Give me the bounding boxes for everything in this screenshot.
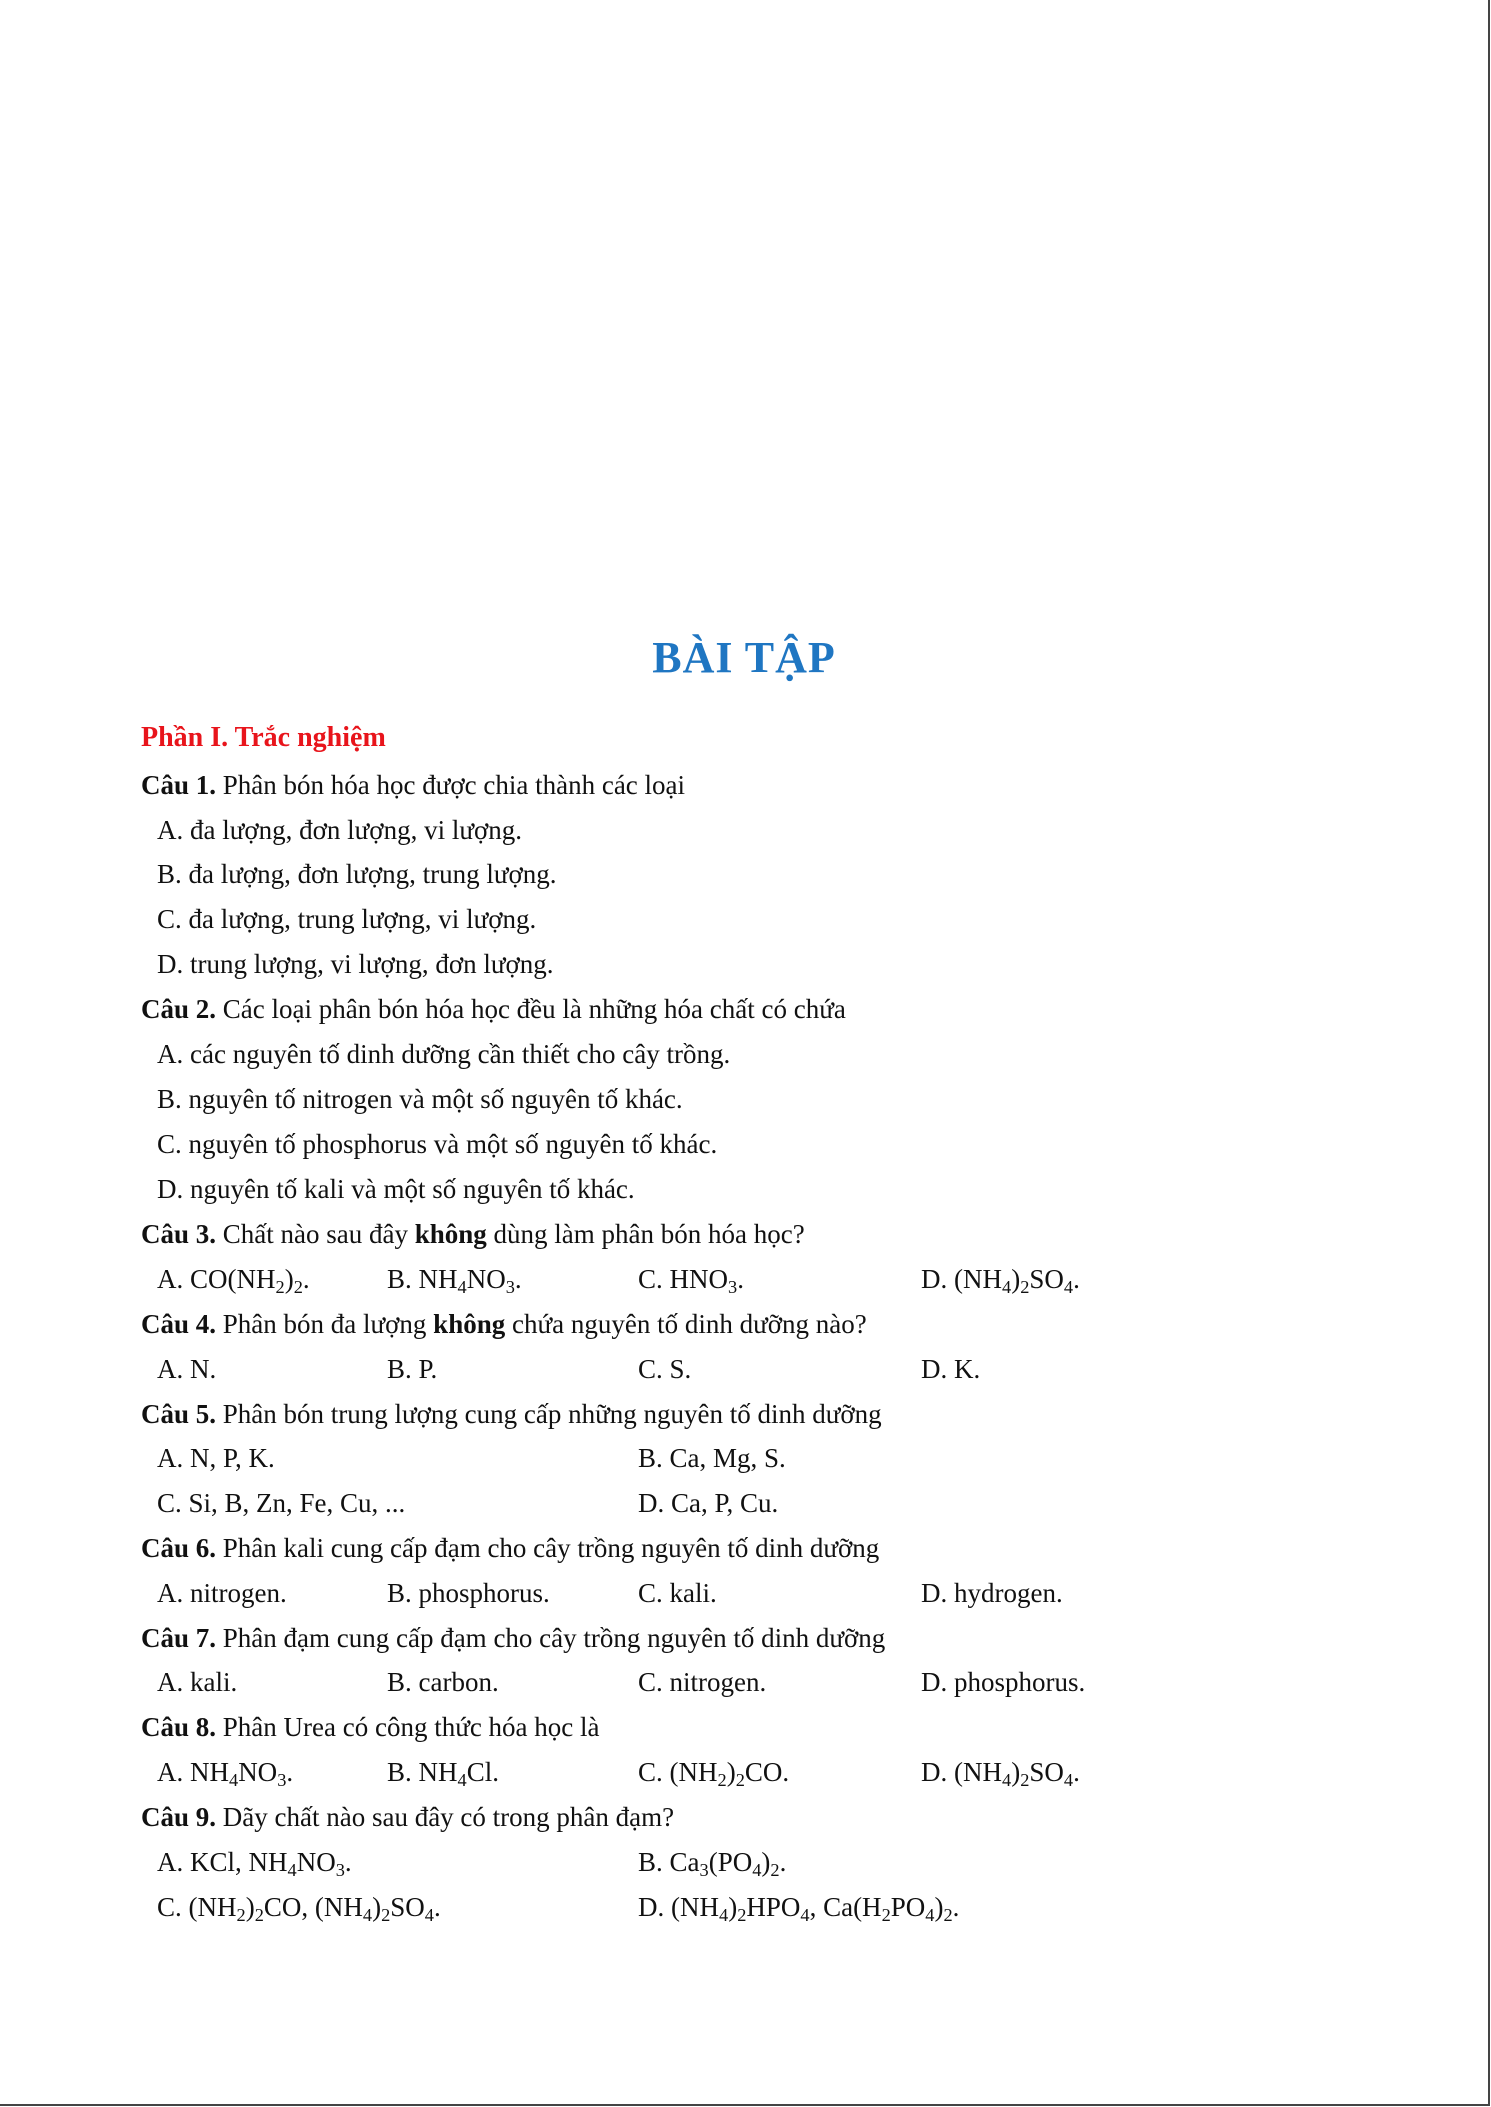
question-2-option-a[interactable]: A. các nguyên tố dinh dưỡng cần thiết cho cây trồng.	[157, 1039, 731, 1069]
question-text-after: dùng làm phân bón hóa học?	[493, 1219, 805, 1249]
question-text: Phân bón trung lượng cung cấp những nguyên tố dinh dưỡng	[222, 1399, 882, 1429]
section-heading: Phần I. Trắc nghiệm	[141, 722, 386, 753]
question-2-option-b[interactable]: B. nguyên tố nitrogen và một số nguyên tố khác.	[157, 1084, 683, 1114]
question-label: Câu 9.	[141, 1802, 217, 1832]
question-7-option-a[interactable]: A. kali.	[157, 1667, 238, 1697]
question-4-option-d[interactable]: D. K.	[921, 1354, 981, 1384]
question-6-option-a[interactable]: A. nitrogen.	[157, 1578, 287, 1608]
question-1-option-b[interactable]: B. đa lượng, đơn lượng, trung lượng.	[157, 859, 557, 889]
question-text: Phân kali cung cấp đạm cho cây trồng nguyên tố dinh dưỡng	[222, 1533, 880, 1563]
question-label: Câu 5.	[141, 1399, 217, 1429]
question-emphasis: không	[414, 1219, 487, 1249]
question-2	[141, 992, 846, 1026]
question-8-option-a[interactable]: A. $NH_4NO_3$.	[157, 1757, 294, 1791]
question-9	[141, 1800, 674, 1834]
question-label: Câu 1.	[141, 770, 217, 800]
question-3-option-c[interactable]: C. $HNO_3$.	[638, 1264, 744, 1298]
question-5-option-b[interactable]: B. Ca, Mg, S.	[638, 1443, 786, 1473]
question-label: Câu 7.	[141, 1623, 217, 1653]
question-label: Câu 3.	[141, 1219, 217, 1249]
question-4-option-b[interactable]: B. P.	[387, 1354, 438, 1384]
question-6-option-c[interactable]: C. kali.	[638, 1578, 717, 1608]
question-1-option-d[interactable]: D. trung lượng, vi lượng, đơn lượng.	[157, 949, 554, 979]
question-8-option-b[interactable]: B. $NH_4Cl$.	[387, 1757, 499, 1791]
question-5-option-d[interactable]: D. Ca, P, Cu.	[638, 1488, 779, 1518]
question-6	[141, 1531, 879, 1565]
question-text: Phân Urea có công thức hóa học là	[222, 1712, 600, 1742]
question-emphasis: không	[433, 1309, 506, 1339]
question-3-option-d[interactable]: D. $(NH_4)_2SO_4$.	[921, 1264, 1080, 1298]
question-label: Câu 6.	[141, 1533, 217, 1563]
question-label: Câu 2.	[141, 994, 217, 1024]
question-3	[141, 1217, 805, 1251]
question-2-option-d[interactable]: D. nguyên tố kali và một số nguyên tố khác.	[157, 1174, 635, 1204]
question-5-option-c[interactable]: C. Si, B, Zn, Fe, Cu, ...	[157, 1488, 406, 1518]
question-label: Câu 8.	[141, 1712, 217, 1742]
question-1-option-c[interactable]: C. đa lượng, trung lượng, vi lượng.	[157, 904, 537, 934]
question-text-before: Phân bón đa lượng	[222, 1309, 427, 1339]
question-7-option-c[interactable]: C. nitrogen.	[638, 1667, 767, 1697]
question-text: Phân bón hóa học được chia thành các loại	[222, 770, 686, 800]
question-5	[141, 1397, 882, 1431]
question-text-after: chứa nguyên tố dinh dưỡng nào?	[511, 1309, 867, 1339]
question-text: Các loại phân bón hóa học đều là những hóa chất có chứa	[222, 994, 846, 1024]
question-text: Phân đạm cung cấp đạm cho cây trồng nguyên tố dinh dưỡng	[222, 1623, 886, 1653]
question-5-option-a[interactable]: A. N, P, K.	[157, 1443, 275, 1473]
question-8-option-c[interactable]: C. $(NH_2)_2CO$.	[638, 1757, 790, 1791]
question-text: Dãy chất nào sau đây có trong phân đạm?	[222, 1802, 675, 1832]
question-4-option-a[interactable]: A. N.	[157, 1354, 217, 1384]
question-3-option-a[interactable]: A. $CO(NH_2)_2$.	[157, 1264, 310, 1298]
question-6-option-b[interactable]: B. phosphorus.	[387, 1578, 550, 1608]
question-9-option-a[interactable]: A. KCl, $NH_4NO_3$.	[157, 1847, 352, 1881]
question-2-option-c[interactable]: C. nguyên tố phosphorus và một số nguyên tố khác.	[157, 1129, 718, 1159]
question-9-option-c[interactable]: C. $(NH_2)_2CO$, $(NH_4)_2SO_4$.	[157, 1892, 441, 1926]
question-text-before: Chất nào sau đây	[222, 1219, 408, 1249]
question-8-option-d[interactable]: D. $(NH_4)_2SO_4$.	[921, 1757, 1080, 1791]
question-9-option-d[interactable]: D. $(NH_4)_2HPO_4$, $Ca(H_2PO_4)_2$.	[638, 1892, 960, 1926]
question-4-option-c[interactable]: C. S.	[638, 1354, 692, 1384]
question-1	[141, 768, 685, 802]
question-9-option-b[interactable]: B. $Ca_3(PO_4)_2$.	[638, 1847, 787, 1881]
question-7	[141, 1621, 885, 1655]
question-7-option-d[interactable]: D. phosphorus.	[921, 1667, 1086, 1697]
page-title: BÀI TẬP	[652, 633, 836, 682]
question-6-option-d[interactable]: D. hydrogen.	[921, 1578, 1063, 1608]
question-7-option-b[interactable]: B. carbon.	[387, 1667, 499, 1697]
question-3-option-b[interactable]: B. $NH_4NO_3$.	[387, 1264, 522, 1298]
question-label: Câu 4.	[141, 1309, 217, 1339]
question-8	[141, 1710, 600, 1744]
question-4	[141, 1307, 867, 1341]
question-1-option-a[interactable]: A. đa lượng, đơn lượng, vi lượng.	[157, 815, 523, 845]
